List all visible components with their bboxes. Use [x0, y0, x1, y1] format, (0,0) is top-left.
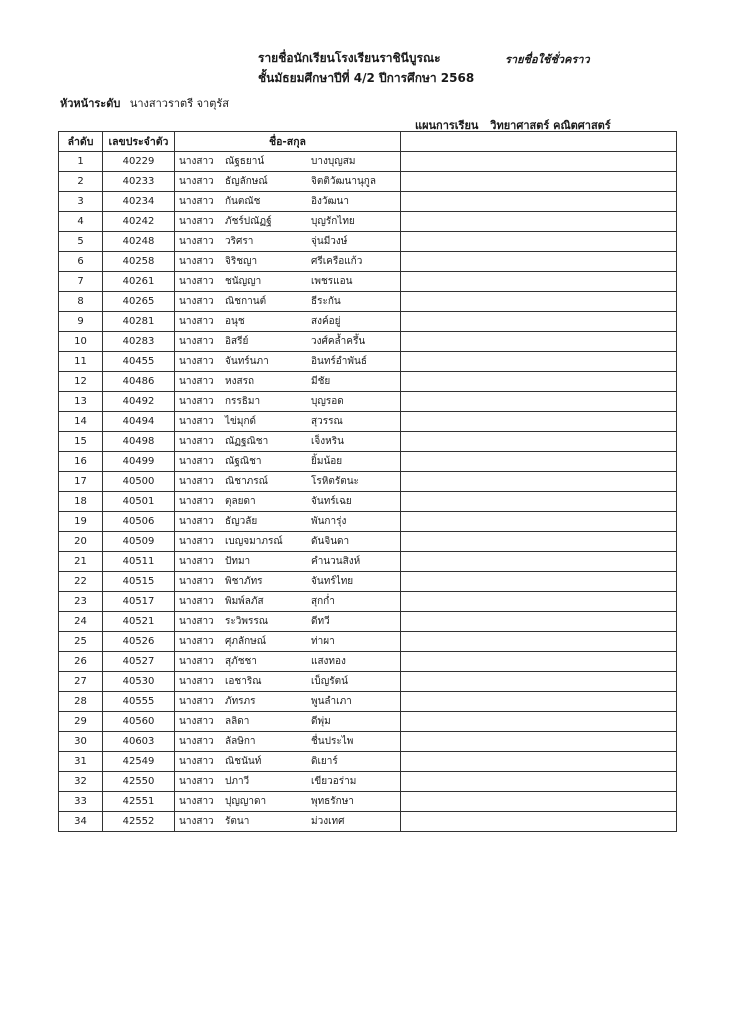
student-id: 40498: [103, 432, 175, 452]
first-name: ณิชนันท์: [225, 756, 262, 767]
row-number: 7: [59, 272, 103, 292]
name-prefix: นางสาว: [179, 756, 214, 767]
first-name: ณัฐธยาน์: [225, 156, 265, 167]
table-row: [59, 532, 677, 552]
table-row: [59, 352, 677, 372]
last-name: พูนลำเภา: [311, 696, 352, 707]
student-id: 40492: [103, 392, 175, 412]
table-row: [59, 512, 677, 532]
name-prefix: นางสาว: [179, 176, 214, 187]
first-name: ลลิดา: [225, 716, 250, 727]
student-name: [175, 192, 401, 212]
name-prefix: นางสาว: [179, 236, 214, 247]
row-number: 29: [59, 712, 103, 732]
student-name: [175, 592, 401, 612]
name-prefix: นางสาว: [179, 416, 214, 427]
blank-cell: [401, 292, 677, 312]
student-name: [175, 252, 401, 272]
table-row: [59, 372, 677, 392]
last-name: ศรีเครือแก้ว: [311, 256, 363, 267]
student-id: 40560: [103, 712, 175, 732]
blank-cell: [401, 652, 677, 672]
last-name: อินทร์อำพันธ์: [311, 356, 367, 367]
temporary-list-note: รายชื่อใช้ชั่วคราว: [505, 53, 590, 66]
table-row: [59, 752, 677, 772]
name-prefix: นางสาว: [179, 696, 214, 707]
student-id: 40242: [103, 212, 175, 232]
blank-cell: [401, 732, 677, 752]
last-name: เพชรแอน: [311, 276, 353, 287]
name-prefix: นางสาว: [179, 476, 214, 487]
table-row: [59, 232, 677, 252]
last-name: อิงวัฒนา: [311, 196, 349, 207]
row-number: 19: [59, 512, 103, 532]
table-row: [59, 312, 677, 332]
last-name: ธีระกัน: [311, 296, 341, 307]
student-name: [175, 712, 401, 732]
row-number: 32: [59, 772, 103, 792]
last-name: ท่าผา: [311, 636, 335, 647]
row-number: 1: [59, 152, 103, 172]
blank-cell: [401, 432, 677, 452]
blank-cell: [401, 252, 677, 272]
student-id: 40517: [103, 592, 175, 612]
student-name: [175, 472, 401, 492]
name-prefix: นางสาว: [179, 456, 214, 467]
row-number: 15: [59, 432, 103, 452]
student-name: [175, 812, 401, 832]
first-name: ธัญวลัย: [225, 516, 258, 527]
table-row: [59, 792, 677, 812]
name-prefix: นางสาว: [179, 576, 214, 587]
student-id: 40265: [103, 292, 175, 312]
row-number: 34: [59, 812, 103, 832]
last-name: พันการุ่ง: [311, 516, 347, 527]
student-name: [175, 272, 401, 292]
last-name: แสงทอง: [311, 656, 346, 667]
last-name: บุญรอด: [311, 396, 344, 407]
row-number: 6: [59, 252, 103, 272]
student-name: [175, 692, 401, 712]
first-name: จันทร์นภา: [225, 356, 269, 367]
study-plan-value: วิทยาศาสตร์ คณิตศาสตร์: [490, 119, 611, 132]
table-row: [59, 572, 677, 592]
last-name: ม่วงเทศ: [311, 816, 345, 827]
row-number: 14: [59, 412, 103, 432]
table-header-row: [59, 132, 677, 152]
student-name: [175, 232, 401, 252]
student-name: [175, 292, 401, 312]
last-name: ดันจินดา: [311, 536, 350, 547]
name-prefix: นางสาว: [179, 596, 214, 607]
name-prefix: นางสาว: [179, 616, 214, 627]
table-row: [59, 812, 677, 832]
name-prefix: นางสาว: [179, 316, 214, 327]
student-name: [175, 732, 401, 752]
blank-cell: [401, 232, 677, 252]
student-id: 40603: [103, 732, 175, 752]
table-row: [59, 432, 677, 452]
last-name: ดีทวี: [311, 616, 330, 627]
student-id: 40233: [103, 172, 175, 192]
table-row: [59, 212, 677, 232]
last-name: เบ็ญรัตน์: [311, 676, 348, 687]
last-name: สงค์อยู่: [311, 316, 341, 327]
first-name: อิสรีย์: [225, 336, 249, 347]
table-row: [59, 292, 677, 312]
student-id: 40499: [103, 452, 175, 472]
first-name: พิชาภัทร: [225, 576, 263, 587]
first-name: หงสรถ: [225, 376, 255, 387]
first-name: พิมพ์ลภัส: [225, 596, 264, 607]
blank-cell: [401, 772, 677, 792]
table-row: [59, 652, 677, 672]
homeroom-head-label: หัวหน้าระดับ: [60, 97, 121, 110]
first-name: วริศรา: [225, 236, 254, 247]
name-prefix: นางสาว: [179, 396, 214, 407]
blank-cell: [401, 192, 677, 212]
student-name: [175, 352, 401, 372]
name-prefix: นางสาว: [179, 776, 214, 787]
row-number: 11: [59, 352, 103, 372]
blank-cell: [401, 752, 677, 772]
row-number: 5: [59, 232, 103, 252]
name-prefix: นางสาว: [179, 676, 214, 687]
blank-cell: [401, 272, 677, 292]
document-title: รายชื่อนักเรียนโรงเรียนราชินีบูรณะ: [258, 51, 441, 65]
student-id: 40258: [103, 252, 175, 272]
name-prefix: นางสาว: [179, 356, 214, 367]
table-row: [59, 492, 677, 512]
name-prefix: นางสาว: [179, 256, 214, 267]
first-name: ณัฏฐณิชา: [225, 436, 269, 447]
row-number: 16: [59, 452, 103, 472]
student-id: 40455: [103, 352, 175, 372]
last-name: จิตติวัฒนานุกูล: [311, 176, 376, 187]
student-name: [175, 372, 401, 392]
table-row: [59, 272, 677, 292]
student-id: 40494: [103, 412, 175, 432]
table-row: [59, 152, 677, 172]
row-number: 4: [59, 212, 103, 232]
student-roster-table: [58, 131, 677, 832]
last-name: จันทร์ไทย: [311, 576, 354, 587]
student-name: [175, 512, 401, 532]
student-id: 40500: [103, 472, 175, 492]
column-header-no: ลำดับ: [59, 132, 103, 152]
student-name: [175, 532, 401, 552]
student-id: 40526: [103, 632, 175, 652]
table-row: [59, 552, 677, 572]
student-name: [175, 492, 401, 512]
student-name: [175, 332, 401, 352]
blank-cell: [401, 552, 677, 572]
blank-cell: [401, 592, 677, 612]
last-name: โรหิตรัตนะ: [311, 476, 359, 487]
name-prefix: นางสาว: [179, 296, 214, 307]
row-number: 17: [59, 472, 103, 492]
column-header-id: เลขประจำตัว: [103, 132, 175, 152]
table-row: [59, 612, 677, 632]
name-prefix: นางสาว: [179, 816, 214, 827]
student-id: 40509: [103, 532, 175, 552]
blank-cell: [401, 492, 677, 512]
student-name: [175, 212, 401, 232]
name-prefix: นางสาว: [179, 496, 214, 507]
row-number: 30: [59, 732, 103, 752]
table-body: [59, 152, 677, 832]
column-header-name: ชื่อ-สกุล: [175, 132, 401, 152]
name-prefix: นางสาว: [179, 156, 214, 167]
row-number: 27: [59, 672, 103, 692]
row-number: 26: [59, 652, 103, 672]
row-number: 10: [59, 332, 103, 352]
homeroom-head-value: นางสาวราตรี จาตุรัส: [129, 97, 229, 110]
blank-cell: [401, 412, 677, 432]
student-name: [175, 312, 401, 332]
student-name: [175, 152, 401, 172]
last-name: เขียวอร่าม: [311, 776, 357, 787]
table-row: [59, 412, 677, 432]
first-name: ณัฐณิชา: [225, 456, 262, 467]
first-name: ภัชร์ปณัฏฐ์: [225, 216, 272, 227]
first-name: ระวิพรรณ: [225, 616, 268, 627]
column-header-blank: [401, 132, 677, 152]
student-id: 40229: [103, 152, 175, 172]
blank-cell: [401, 712, 677, 732]
name-prefix: นางสาว: [179, 376, 214, 387]
student-id: 40555: [103, 692, 175, 712]
first-name: อนุช: [225, 316, 245, 327]
student-id: 40530: [103, 672, 175, 692]
first-name: ลัลษิกา: [225, 736, 256, 747]
blank-cell: [401, 372, 677, 392]
row-number: 31: [59, 752, 103, 772]
student-id: 42552: [103, 812, 175, 832]
row-number: 9: [59, 312, 103, 332]
table-row: [59, 332, 677, 352]
blank-cell: [401, 392, 677, 412]
table-row: [59, 632, 677, 652]
student-name: [175, 572, 401, 592]
blank-cell: [401, 152, 677, 172]
last-name: จันทร์เฉย: [311, 496, 352, 507]
first-name: รัตนา: [225, 816, 250, 827]
name-prefix: นางสาว: [179, 516, 214, 527]
last-name: สุวรรณ: [311, 416, 343, 427]
blank-cell: [401, 332, 677, 352]
name-prefix: นางสาว: [179, 216, 214, 227]
blank-cell: [401, 792, 677, 812]
blank-cell: [401, 692, 677, 712]
first-name: ณิชกานต์: [225, 296, 267, 307]
student-id: 40521: [103, 612, 175, 632]
table-row: [59, 172, 677, 192]
first-name: จิริชญา: [225, 256, 258, 267]
row-number: 12: [59, 372, 103, 392]
student-name: [175, 632, 401, 652]
blank-cell: [401, 532, 677, 552]
blank-cell: [401, 672, 677, 692]
row-number: 22: [59, 572, 103, 592]
row-number: 23: [59, 592, 103, 612]
student-name: [175, 772, 401, 792]
row-number: 3: [59, 192, 103, 212]
last-name: วงศ์คล้ำครึ้น: [311, 336, 366, 347]
name-prefix: นางสาว: [179, 796, 214, 807]
first-name: กันตณัช: [225, 196, 261, 207]
student-id: 40501: [103, 492, 175, 512]
student-name: [175, 392, 401, 412]
student-id: 40261: [103, 272, 175, 292]
student-name: [175, 612, 401, 632]
table-row: [59, 392, 677, 412]
row-number: 2: [59, 172, 103, 192]
first-name: ปภาวี: [225, 776, 250, 787]
student-id: 40511: [103, 552, 175, 572]
name-prefix: นางสาว: [179, 276, 214, 287]
last-name: ยิ้มน้อย: [311, 456, 343, 467]
blank-cell: [401, 312, 677, 332]
last-name: ดิเยาร์: [311, 756, 338, 767]
table-row: [59, 672, 677, 692]
last-name: ชื่นประไพ: [311, 736, 354, 747]
class-year-line: ชั้นมัธยมศึกษาปีที่ 4/2 ปีการศึกษา 2568: [258, 71, 475, 85]
student-id: 40527: [103, 652, 175, 672]
first-name: ภัทรภร: [225, 696, 256, 707]
first-name: ปุญญาดา: [225, 796, 267, 807]
student-id: 40486: [103, 372, 175, 392]
first-name: ชนัญญา: [225, 276, 262, 287]
first-name: ไข่มุกด์: [225, 416, 257, 427]
first-name: ตุลยดา: [225, 496, 256, 507]
student-name: [175, 172, 401, 192]
name-prefix: นางสาว: [179, 536, 214, 547]
student-id: 40515: [103, 572, 175, 592]
blank-cell: [401, 812, 677, 832]
last-name: พุทธรักษา: [311, 796, 354, 807]
student-name: [175, 652, 401, 672]
table-row: [59, 712, 677, 732]
name-prefix: นางสาว: [179, 436, 214, 447]
first-name: กรรธิมา: [225, 396, 261, 407]
last-name: บุญรักไทย: [311, 216, 355, 227]
student-id: 40234: [103, 192, 175, 212]
last-name: เจ็งหริน: [311, 436, 344, 447]
name-prefix: นางสาว: [179, 336, 214, 347]
row-number: 24: [59, 612, 103, 632]
name-prefix: นางสาว: [179, 736, 214, 747]
first-name: ธัญลักษณ์: [225, 176, 268, 187]
homeroom-head: [60, 94, 229, 112]
student-id: 40283: [103, 332, 175, 352]
blank-cell: [401, 612, 677, 632]
table-row: [59, 592, 677, 612]
student-name: [175, 552, 401, 572]
blank-cell: [401, 452, 677, 472]
row-number: 21: [59, 552, 103, 572]
last-name: ดีพุ่ม: [311, 716, 331, 727]
student-id: 40281: [103, 312, 175, 332]
row-number: 13: [59, 392, 103, 412]
first-name: สุภัชชา: [225, 656, 257, 667]
table-row: [59, 452, 677, 472]
student-name: [175, 412, 401, 432]
last-name: สุกก่ำ: [311, 596, 335, 607]
name-prefix: นางสาว: [179, 656, 214, 667]
table-row: [59, 252, 677, 272]
last-name: มีชัย: [311, 376, 331, 387]
blank-cell: [401, 352, 677, 372]
student-name: [175, 792, 401, 812]
student-id: 42550: [103, 772, 175, 792]
table-row: [59, 732, 677, 752]
student-name: [175, 452, 401, 472]
last-name: จุ่นมีวงษ์: [311, 236, 348, 247]
row-number: 25: [59, 632, 103, 652]
blank-cell: [401, 512, 677, 532]
name-prefix: นางสาว: [179, 636, 214, 647]
student-id: 42549: [103, 752, 175, 772]
blank-cell: [401, 212, 677, 232]
student-id: 40506: [103, 512, 175, 532]
student-id: 40248: [103, 232, 175, 252]
row-number: 20: [59, 532, 103, 552]
name-prefix: นางสาว: [179, 196, 214, 207]
blank-cell: [401, 572, 677, 592]
student-id: 42551: [103, 792, 175, 812]
row-number: 28: [59, 692, 103, 712]
name-prefix: นางสาว: [179, 556, 214, 567]
row-number: 8: [59, 292, 103, 312]
table-row: [59, 472, 677, 492]
study-plan-label: แผนการเรียน: [415, 119, 479, 132]
first-name: ณิชาภรณ์: [225, 476, 268, 487]
first-name: ศุภลักษณ์: [225, 636, 266, 647]
last-name: คำนวนสิงห์: [311, 556, 361, 567]
student-name: [175, 672, 401, 692]
first-name: เอชาริณ: [225, 676, 262, 687]
table-row: [59, 772, 677, 792]
name-prefix: นางสาว: [179, 716, 214, 727]
blank-cell: [401, 632, 677, 652]
table-row: [59, 692, 677, 712]
student-name: [175, 432, 401, 452]
last-name: บางบุญสม: [311, 156, 356, 167]
student-name: [175, 752, 401, 772]
row-number: 18: [59, 492, 103, 512]
row-number: 33: [59, 792, 103, 812]
table-row: [59, 192, 677, 212]
blank-cell: [401, 172, 677, 192]
first-name: เบญจมาภรณ์: [225, 536, 283, 547]
first-name: ปัทมา: [225, 556, 251, 567]
blank-cell: [401, 472, 677, 492]
